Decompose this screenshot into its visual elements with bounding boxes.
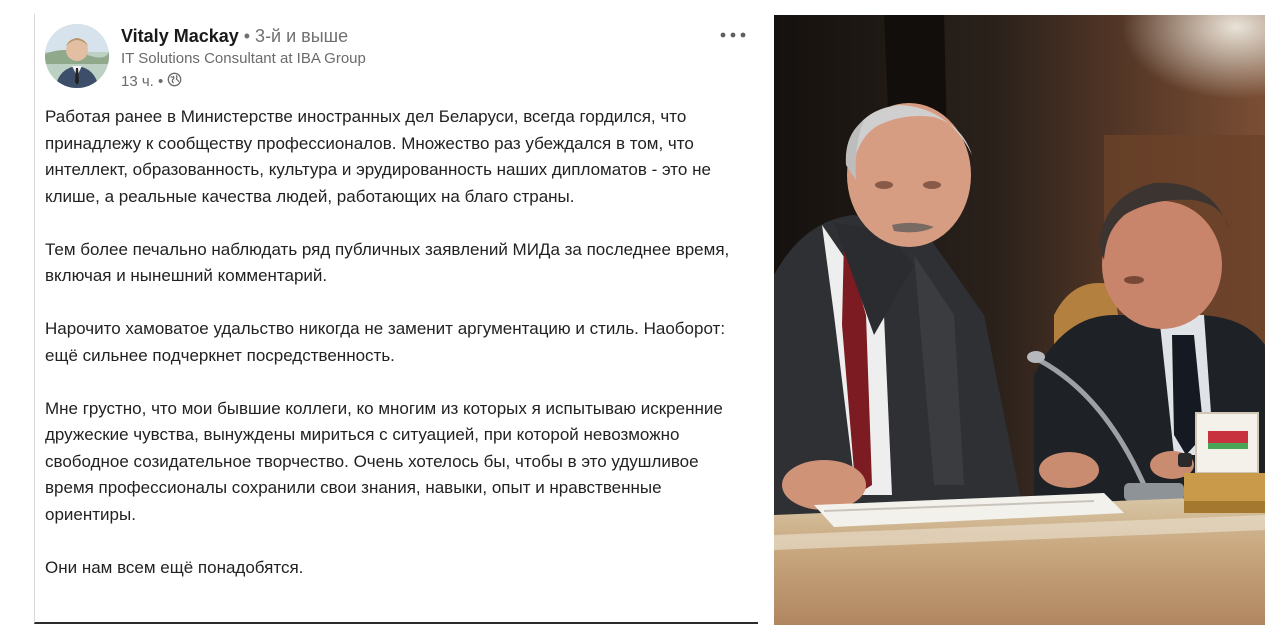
belarus-flag-green [1208, 443, 1248, 449]
post-paragraph: Они нам всем ещё понадобятся. [45, 557, 304, 577]
belarus-flag-red [1208, 431, 1248, 443]
post-paragraph: Мне грустно, что мои бывшие коллеги, ко многим из которых я испытываю искренние дружеские чувства, вынуждены мириться с ситуацией, при которой невозможно свободное созидательное творчество. Очень хотелось бы, чтобы в это удушливое время профессионалы сохранили свои знания, навыки, опыт и нравственные ориентиры. [45, 398, 723, 524]
news-photo [774, 15, 1265, 625]
author-row [121, 24, 348, 48]
author-avatar[interactable] [45, 24, 109, 88]
author-name[interactable]: Vitaly Mackay [121, 26, 239, 46]
connection-degree: • 3-й и выше [238, 26, 349, 46]
author-headline: IT Solutions Consultant at IBA Group [121, 50, 366, 67]
social-post-card [34, 14, 758, 624]
more-horizontal-icon [719, 31, 747, 39]
post-paragraph: Работая ранее в Министерстве иностранных дел Беларуси, всегда гордился, что принадлежу к сообществу профессионалов. Множество раз убеждался в том, что интеллект, образованность, культура и эрудированность наших дипломатов - это не клише, а реальные качества людей, работающих на благо страны. [45, 107, 711, 206]
post-paragraph: Нарочито хамоватое удальство никогда не заменит аргументацию и стиль. Наоборот: ещё сильнее подчеркнет посредственность. [45, 319, 726, 365]
more-options-button[interactable] [716, 22, 750, 48]
avatar-photo [45, 24, 109, 88]
post-time: 13 ч. • [121, 73, 164, 90]
globe-icon [167, 72, 182, 91]
meeting-photo-illustration [774, 15, 1265, 625]
post-meta [121, 72, 182, 91]
post-text [45, 104, 751, 608]
post-paragraph: Тем более печально наблюдать ряд публичных заявлений МИДа за последнее время, включая и нынешний комментарий. [45, 239, 730, 285]
